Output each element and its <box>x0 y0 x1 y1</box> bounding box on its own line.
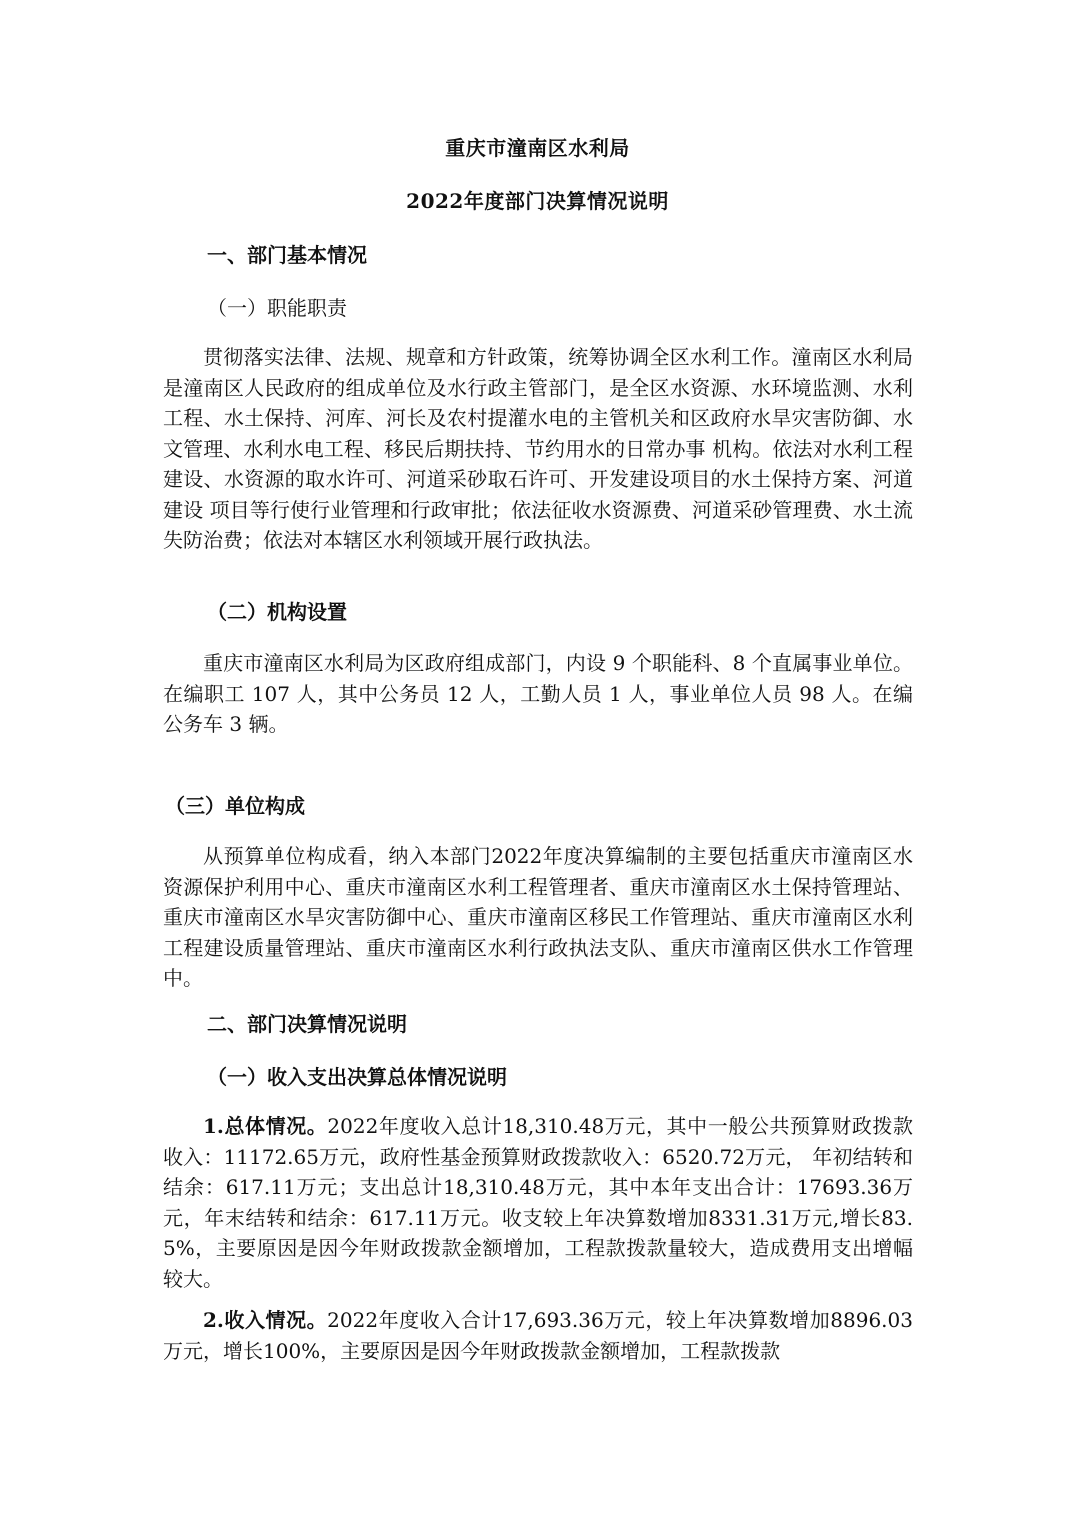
section-1-heading: 一、部门基本情况 <box>207 243 367 267</box>
income-paragraph <box>163 1305 913 1366</box>
duties-paragraph: 贯彻落实法律、法规、规章和方针政策，统筹协调全区水利工作。潼南区水利局是潼南区人民政府的组成单位及水行政主管部门，是全区水资源、水环境监测、水利工程、水土保持、河库、河长及农村提灌水电的主管机关和区政府水旱灾害防御、水文管理、水利水电工程、移民后期扶持、节约用水的日常办事 机构。依法对水利工程建设、水资源的取水许可、河道采砂取石许可、开发建设项目的水土保持方案、河道建设 项目等行使行业管理和行政审批；依法征收水资源费、河道采砂管理费、水土流失防治费；依法对本辖区水利领域开展行政执法。 <box>163 345 913 552</box>
income-text: 2022年度收入合计17,693.36万元，较上年决算数增加8896.03万元，增长100%，主要原因是因今年财政拨款金额增加，工程款拨款 <box>163 1308 913 1363</box>
section-2-1-heading: （一）收入支出决算总体情况说明 <box>207 1065 507 1089</box>
income-lead: 2.收入情况。 <box>203 1308 328 1332</box>
overall-text: 2022年度收入总计18,310.48万元，其中一般公共预算财政拨款收入：11172.65万元，政府性基金预算财政拨款收入：6520.72万元， 年初结转和结余：617.11万元；支出总计18,310.48万元，其中本年支出合计：17693.36万元，年末结转和结余：617.11万元。收支较上年决算数增加8331.31万元,增长83.5%，主要原因是因今年财政拨款金额增加，工程款拨款量较大，造成费用支出增幅较大。 <box>163 1114 913 1291</box>
units-paragraph: 从预算单位构成看，纳入本部门2022年度决算编制的主要包括重庆市潼南区水资源保护利用中心、重庆市潼南区水利工程管理者、重庆市潼南区水土保持管理站、重庆市潼南区水旱灾害防御中心、重庆市潼南区移民工作管理站、重庆市潼南区水利工程建设质量管理站、重庆市潼南区水利行政执法支队、重庆市潼南区供水工作管理中。 <box>163 844 913 990</box>
overall-lead: 1.总体情况。 <box>203 1114 328 1138</box>
overall-paragraph <box>163 1111 913 1294</box>
organization-paragraph: 重庆市潼南区水利局为区政府组成部门，内设 9 个职能科、8 个直属事业单位。在编职工 107 人，其中公务员 12 人，工勤人员 1 人，事业单位人员 98 人。在编公务车 3 辆。 <box>163 651 913 736</box>
section-2-heading: 二、部门决算情况说明 <box>207 1012 407 1036</box>
section-1-1-heading: （一）职能职责 <box>207 296 347 320</box>
section-1-2-heading: （二）机构设置 <box>207 600 347 624</box>
document-subtitle: 2022年度部门决算情况说明 <box>406 189 669 213</box>
document-title: 重庆市潼南区水利局 <box>445 136 630 160</box>
section-1-3-heading: （三）单位构成 <box>165 794 305 818</box>
